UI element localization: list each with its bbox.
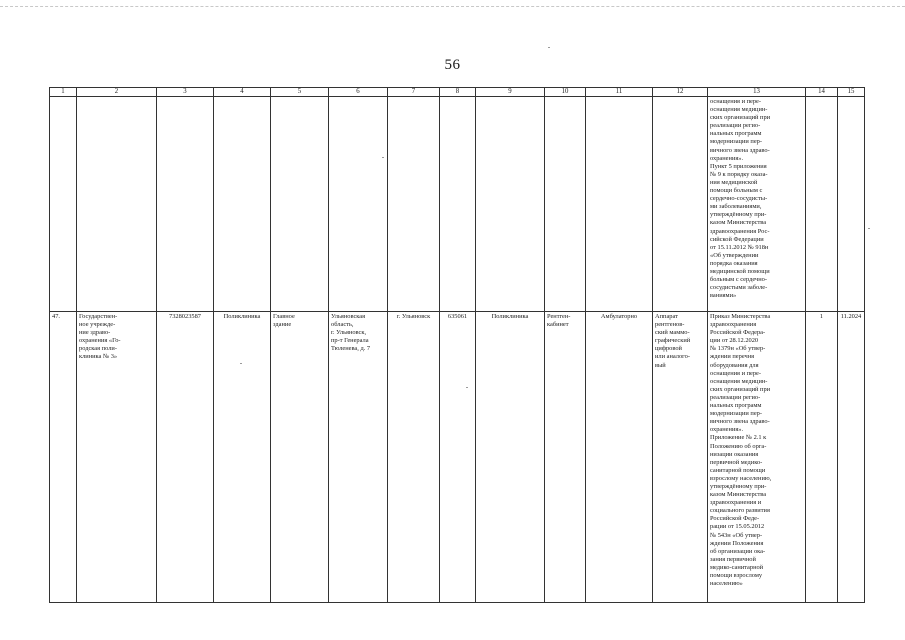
- postcode-cell: 635061: [440, 312, 476, 603]
- table-cell: [545, 97, 586, 312]
- legal-basis-cell: Приказ Министерства здравоохранения Российской Федера- ции от 28.12.2020 № 1379н «Об утвер- ждении перечня оборудования для оснащения и пере- оснащения медицин- ских организаций при реализации регио- нальных программ модернизации пер- вичного звена здраво- охранения». Приложение № 2.1 к Положению об орга- низации оказания первичной медико- санитарной помощи взрослому населению, утверждённому при- казом Министерства здравоохранения и социального развития Российской Феде- рации от 15.05.2012 № 543н «Об утвер- ждении Положения об организации ока- зания первичной медико-санитарной помощи взрослому населению»: [708, 312, 806, 603]
- table-cell: [50, 97, 77, 312]
- column-header: 8: [440, 88, 476, 97]
- scan-speck: [382, 157, 384, 158]
- table-row-47: [50, 312, 865, 603]
- table-cell: [388, 97, 440, 312]
- scan-speck: [240, 363, 242, 364]
- date-cell: 11.2024: [838, 312, 865, 603]
- column-header: 9: [476, 88, 545, 97]
- column-header: 10: [545, 88, 586, 97]
- column-header: 12: [653, 88, 708, 97]
- table-cell: [806, 97, 838, 312]
- equipment-cell: Аппарат рентгенов- ский маммо- графический цифровой или аналого- вый: [653, 312, 708, 603]
- column-header: 4: [214, 88, 271, 97]
- column-header: 7: [388, 88, 440, 97]
- care-conditions-cell: Амбулаторно: [586, 312, 653, 603]
- room-cell: Рентген- кабинет: [545, 312, 586, 603]
- column-header: 6: [329, 88, 388, 97]
- facility-type-cell: Поликлиника: [214, 312, 271, 603]
- column-header: 15: [838, 88, 865, 97]
- table-cell: [586, 97, 653, 312]
- column-header: 14: [806, 88, 838, 97]
- column-header: 1: [50, 88, 77, 97]
- building-cell: Главное здание: [271, 312, 329, 603]
- table-cell: [271, 97, 329, 312]
- column-header: 2: [77, 88, 157, 97]
- table-cell: [77, 97, 157, 312]
- table-header-row: [50, 88, 865, 97]
- department-cell: Поликлиника: [476, 312, 545, 603]
- table-cell: [476, 97, 545, 312]
- address-cell: Ульяновская область, г. Ульяновск, пр-т Генерала Тюленева, д. 7: [329, 312, 388, 603]
- page-number: 56: [444, 57, 461, 73]
- quantity-cell: 1: [806, 312, 838, 603]
- row-number-cell: 47.: [50, 312, 77, 603]
- scan-speck: [548, 47, 550, 48]
- column-header: 3: [157, 88, 214, 97]
- table-cell: [214, 97, 271, 312]
- legal-basis-cell: оснащения и пере- оснащения медицин- ских организаций при реализации регио- нальных программ модернизации пер- вичного звена здраво- охранения». Пункт 5 приложения № 9 к порядку оказа- ния медицинской помощи больным с сердечно-сосудисты- ми заболеваниями, утверждённому при- казом Министерства здравоохранения Рос- сийской Федерации от 15.11.2012 № 918н «Об утверждении порядка оказания медицинской помощи больным с сердечно- сосудистыми заболе- ваниями»: [708, 97, 806, 312]
- table-cell: [157, 97, 214, 312]
- organization-name-cell: Государствен- ное учрежде- ние здраво- охранения «Го- родская поли- клиника № 3»: [77, 312, 157, 603]
- scan-top-edge: [0, 6, 905, 7]
- column-header: 11: [586, 88, 653, 97]
- table-row-continuation: [50, 97, 865, 312]
- city-cell: г. Ульяновск: [388, 312, 440, 603]
- table-cell: [838, 97, 865, 312]
- column-header: 13: [708, 88, 806, 97]
- scan-speck: [868, 228, 870, 229]
- inn-cell: 7328023587: [157, 312, 214, 603]
- table-cell: [329, 97, 388, 312]
- table-cell: [653, 97, 708, 312]
- scan-speck: [466, 387, 468, 388]
- equipment-table: [49, 87, 865, 603]
- table-cell: [440, 97, 476, 312]
- column-header: 5: [271, 88, 329, 97]
